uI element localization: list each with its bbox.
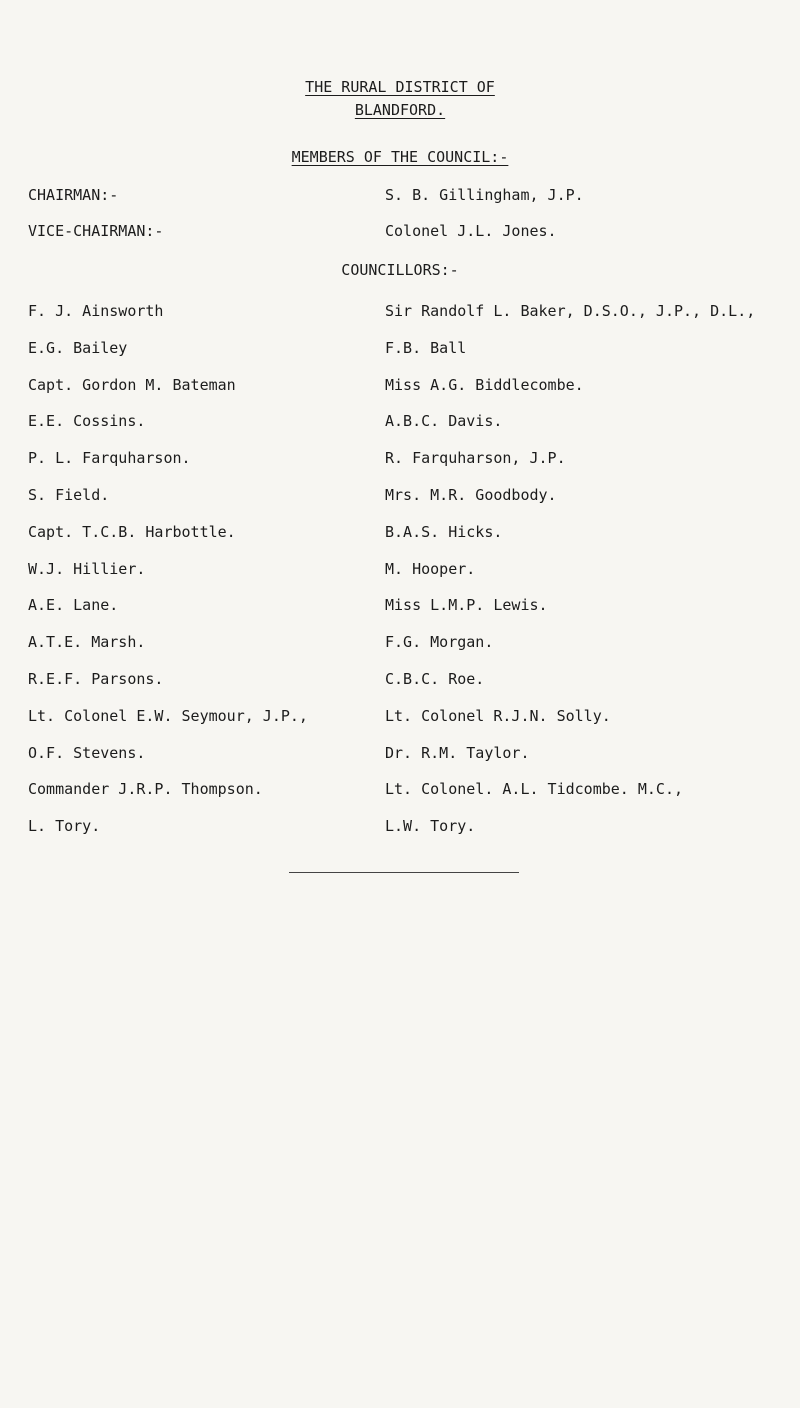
title-line-1: THE RURAL DISTRICT OF	[305, 78, 495, 96]
councillor-name: R.E.F. Parsons.	[28, 669, 164, 688]
councillor-name: Lt. Colonel. A.L. Tidcombe. M.C.,	[385, 780, 684, 799]
title-line-2: BLANDFORD.	[354, 101, 446, 119]
councillor-name: S. Field.	[28, 485, 110, 504]
councillor-name: M. Hooper.	[385, 559, 476, 578]
document-title-place	[0, 101, 800, 119]
end-divider	[289, 872, 519, 873]
councillor-name: C.B.C. Roe.	[385, 669, 485, 688]
councillor-name: Sir Randolf L. Baker, D.S.O., J.P., D.L.,	[385, 302, 756, 320]
councillor-name: Miss A.G. Biddlecombe.	[385, 375, 584, 394]
vice-chairman-name: Colonel J.L. Jones.	[385, 222, 557, 240]
councillor-name: E.G. Bailey	[28, 338, 128, 357]
chairman-name: S. B. Gillingham, J.P.	[385, 186, 584, 204]
members-subtitle	[0, 148, 800, 166]
document-title	[0, 78, 800, 96]
councillor-name: F.G. Morgan.	[385, 633, 494, 652]
councillor-name: Lt. Colonel E.W. Seymour, J.P.,	[28, 706, 308, 725]
councillors-left-column	[28, 301, 363, 853]
councillors-heading: COUNCILLORS:-	[341, 261, 459, 279]
councillor-name: Miss L.M.P. Lewis.	[385, 596, 548, 615]
councillor-name: Commander J.R.P. Thompson.	[28, 780, 263, 799]
councillor-name: L. Tory.	[28, 817, 101, 836]
councillor-name: Lt. Colonel R.J.N. Solly.	[385, 706, 611, 725]
councillor-name: B.A.S. Hicks.	[385, 522, 503, 541]
councillor-name: A.B.C. Davis.	[385, 412, 503, 431]
subtitle-text: MEMBERS OF THE COUNCIL:-	[291, 148, 509, 166]
councillor-name: Dr. R.M. Taylor.	[385, 743, 530, 762]
councillor-name: L.W. Tory.	[385, 817, 476, 836]
councillor-name: Capt. T.C.B. Harbottle.	[28, 522, 236, 541]
councillor-name: F.B. Ball	[385, 338, 467, 357]
vice-chairman-label: VICE-CHAIRMAN:-	[28, 222, 164, 240]
councillor-name: O.F. Stevens.	[28, 743, 146, 762]
councillor-name: Capt. Gordon M. Bateman	[28, 375, 236, 394]
councillor-name: Mrs. M.R. Goodbody.	[385, 485, 557, 504]
councillor-name: E.E. Cossins.	[28, 412, 146, 431]
councillor-name: A.T.E. Marsh.	[28, 633, 146, 652]
councillor-name: P. L. Farquharson.	[28, 449, 191, 468]
councillors-right-column	[385, 301, 795, 853]
councillor-name: F. J. Ainsworth	[28, 302, 164, 320]
councillor-name: A.E. Lane.	[28, 596, 119, 615]
councillor-name: R. Farquharson, J.P.	[385, 449, 566, 468]
chairman-label: CHAIRMAN:-	[28, 186, 119, 204]
councillor-name: W.J. Hillier.	[28, 559, 146, 578]
